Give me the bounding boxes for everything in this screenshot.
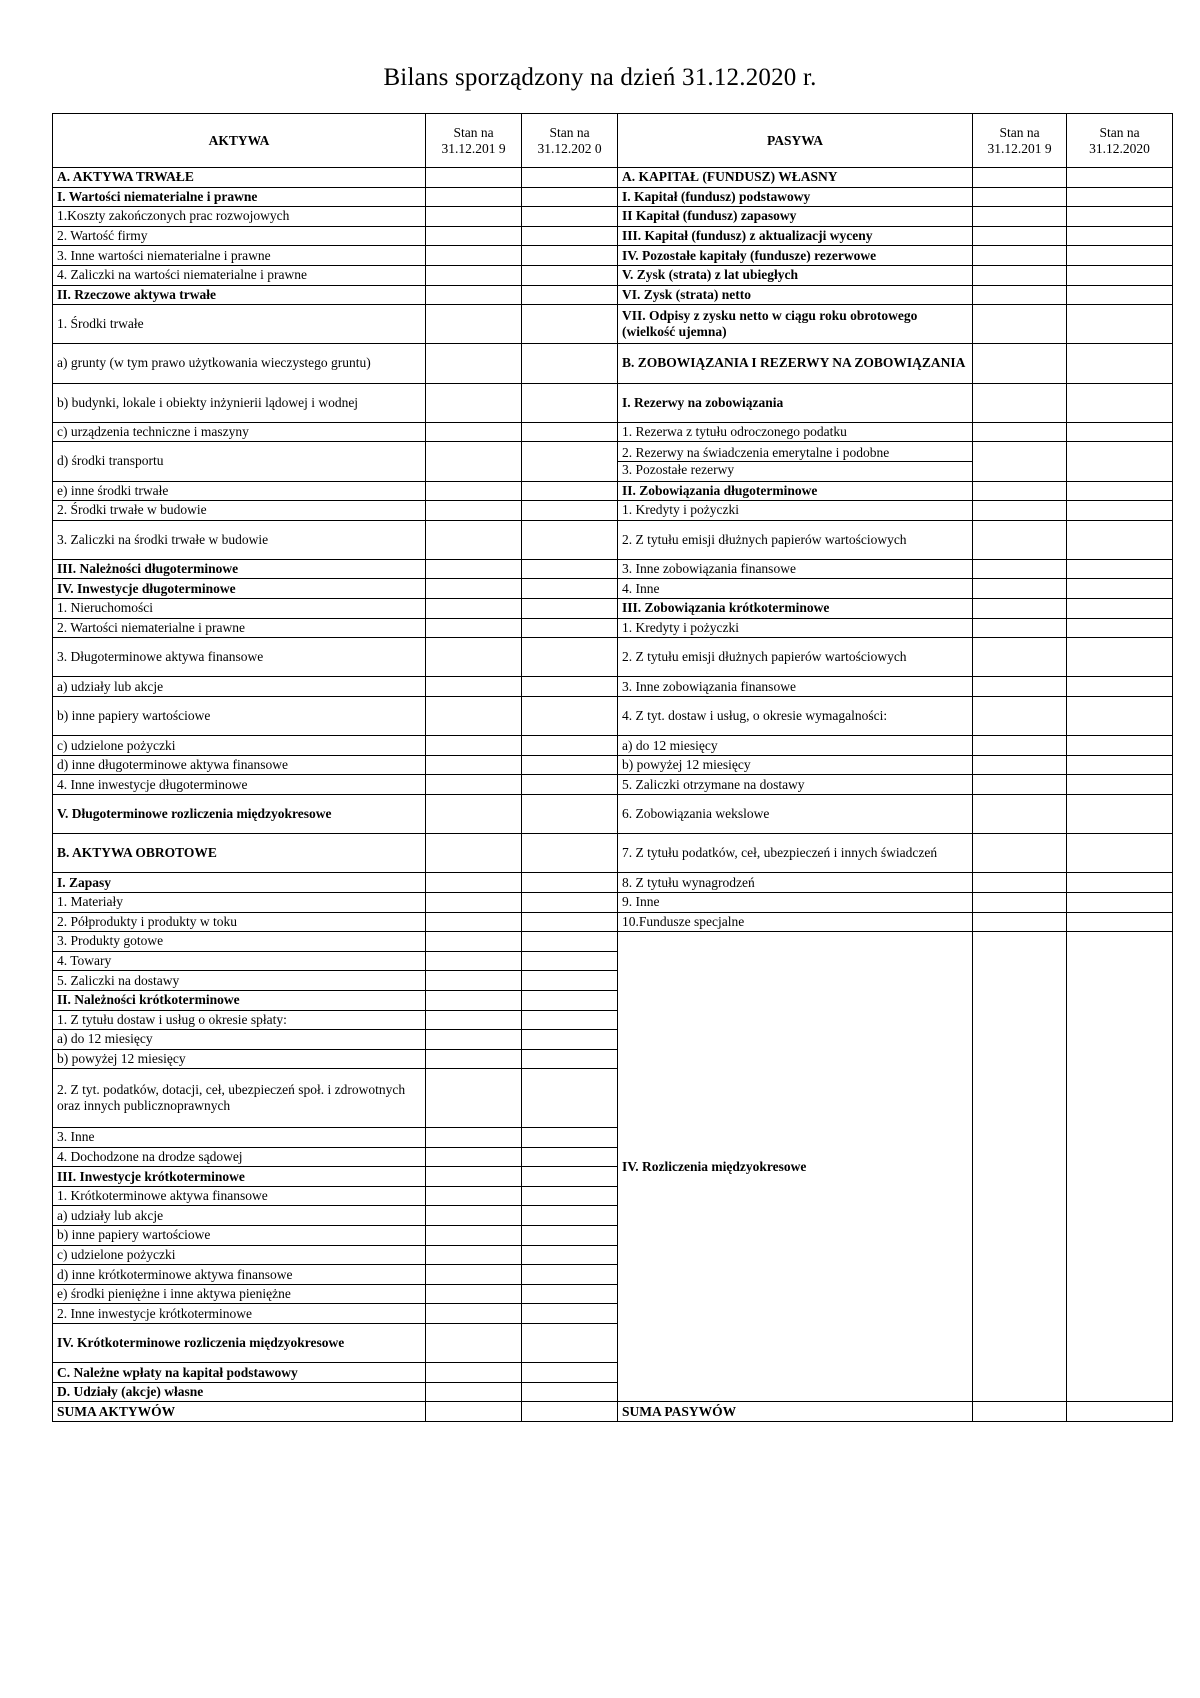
header-aktywa: AKTYWA bbox=[53, 114, 426, 168]
pasywa-value-2019 bbox=[973, 442, 1067, 481]
aktywa-value-2019 bbox=[426, 226, 522, 246]
pasywa-value-2020 bbox=[1067, 520, 1173, 559]
aktywa-value-2020 bbox=[522, 1167, 618, 1187]
table-row bbox=[53, 579, 1173, 599]
pasywa-value-2019 bbox=[973, 755, 1067, 775]
aktywa-label: a) do 12 miesięcy bbox=[53, 1030, 426, 1050]
pasywa-value-2020 bbox=[1067, 481, 1173, 501]
pasywa-label: 9. Inne bbox=[618, 892, 973, 912]
pasywa-label: 7. Z tytułu podatków, ceł, ubezpieczeń i innych świadczeń bbox=[618, 834, 973, 873]
aktywa-label: V. Długoterminowe rozliczenia międzyokresowe bbox=[53, 795, 426, 834]
suma-aktywow-2020 bbox=[522, 1402, 618, 1422]
pasywa-value-2020 bbox=[1067, 932, 1173, 1402]
pasywa-label: 6. Zobowiązania wekslowe bbox=[618, 795, 973, 834]
pasywa-value-2020 bbox=[1067, 579, 1173, 599]
aktywa-value-2019 bbox=[426, 383, 522, 422]
aktywa-label: 3. Długoterminowe aktywa finansowe bbox=[53, 638, 426, 677]
pasywa-label: IV. Pozostałe kapitały (fundusze) rezerwowe bbox=[618, 246, 973, 266]
aktywa-value-2020 bbox=[522, 1010, 618, 1030]
aktywa-value-2019 bbox=[426, 481, 522, 501]
pasywa-label: 2. Z tytułu emisji dłużnych papierów wartościowych bbox=[618, 520, 973, 559]
aktywa-value-2020 bbox=[522, 246, 618, 266]
pasywa-label: 4. Inne bbox=[618, 579, 973, 599]
pasywa-value-2020 bbox=[1067, 873, 1173, 893]
aktywa-value-2020 bbox=[522, 1206, 618, 1226]
pasywa-value-2020 bbox=[1067, 501, 1173, 521]
aktywa-value-2020 bbox=[522, 559, 618, 579]
pasywa-label: V. Zysk (strata) z lat ubiegłych bbox=[618, 265, 973, 285]
aktywa-label: 1. Z tytułu dostaw i usług o okresie spłaty: bbox=[53, 1010, 426, 1030]
aktywa-value-2020 bbox=[522, 932, 618, 952]
pasywa-value-2019 bbox=[973, 481, 1067, 501]
pasywa-value-2019 bbox=[973, 697, 1067, 736]
aktywa-value-2020 bbox=[522, 481, 618, 501]
aktywa-value-2020 bbox=[522, 344, 618, 383]
aktywa-value-2019 bbox=[426, 285, 522, 305]
aktywa-label: 2. Wartość firmy bbox=[53, 226, 426, 246]
pasywa-value-2020 bbox=[1067, 383, 1173, 422]
aktywa-value-2019 bbox=[426, 246, 522, 266]
table-row bbox=[53, 677, 1173, 697]
aktywa-label: 4. Zaliczki na wartości niematerialne i prawne bbox=[53, 265, 426, 285]
pasywa-label: III. Zobowiązania krótkoterminowe bbox=[618, 599, 973, 619]
pasywa-value-2019 bbox=[973, 618, 1067, 638]
aktywa-label: d) inne krótkoterminowe aktywa finansowe bbox=[53, 1265, 426, 1285]
aktywa-label: 1. Nieruchomości bbox=[53, 599, 426, 619]
aktywa-label: 3. Inne bbox=[53, 1128, 426, 1148]
table-row bbox=[53, 481, 1173, 501]
aktywa-value-2020 bbox=[522, 579, 618, 599]
aktywa-value-2019 bbox=[426, 834, 522, 873]
aktywa-label: A. AKTYWA TRWAŁE bbox=[53, 168, 426, 188]
pasywa-value-2019 bbox=[973, 501, 1067, 521]
aktywa-label: e) środki pieniężne i inne aktywa pieniężne bbox=[53, 1284, 426, 1304]
pasywa-value-2019 bbox=[973, 520, 1067, 559]
pasywa-value-2020 bbox=[1067, 755, 1173, 775]
aktywa-label: 2. Półprodukty i produkty w toku bbox=[53, 912, 426, 932]
pasywa-label: a) do 12 miesięcy bbox=[618, 736, 973, 756]
pasywa-label: III. Kapitał (fundusz) z aktualizacji wyceny bbox=[618, 226, 973, 246]
aktywa-value-2020 bbox=[522, 168, 618, 188]
aktywa-label: 1. Krótkoterminowe aktywa finansowe bbox=[53, 1186, 426, 1206]
aktywa-value-2020 bbox=[522, 912, 618, 932]
pasywa-value-2020 bbox=[1067, 285, 1173, 305]
aktywa-value-2019 bbox=[426, 1363, 522, 1383]
pasywa-value-2020 bbox=[1067, 442, 1173, 481]
aktywa-label: I. Zapasy bbox=[53, 873, 426, 893]
header-aktywa-2020: Stan na 31.12.202 0 bbox=[522, 114, 618, 168]
aktywa-value-2020 bbox=[522, 1069, 618, 1128]
pasywa-value-2020 bbox=[1067, 226, 1173, 246]
aktywa-value-2019 bbox=[426, 1265, 522, 1285]
pasywa-value-2019 bbox=[973, 834, 1067, 873]
pasywa-value-2019 bbox=[973, 873, 1067, 893]
pasywa-value-2020 bbox=[1067, 775, 1173, 795]
aktywa-value-2020 bbox=[522, 775, 618, 795]
aktywa-value-2019 bbox=[426, 579, 522, 599]
sum-row bbox=[53, 1402, 1173, 1422]
suma-aktywow-label: SUMA AKTYWÓW bbox=[53, 1402, 426, 1422]
table-row bbox=[53, 697, 1173, 736]
pasywa-label: II. Zobowiązania długoterminowe bbox=[618, 481, 973, 501]
header-pasywa: PASYWA bbox=[618, 114, 973, 168]
aktywa-value-2019 bbox=[426, 344, 522, 383]
aktywa-label: c) udzielone pożyczki bbox=[53, 1245, 426, 1265]
table-row bbox=[53, 168, 1173, 188]
aktywa-value-2020 bbox=[522, 1049, 618, 1069]
table-row bbox=[53, 892, 1173, 912]
aktywa-label: c) urządzenia techniczne i maszyny bbox=[53, 422, 426, 442]
aktywa-value-2019 bbox=[426, 305, 522, 344]
aktywa-label: 2. Z tyt. podatków, dotacji, ceł, ubezpieczeń społ. i zdrowotnych oraz innych publicznoprawnych bbox=[53, 1069, 426, 1128]
aktywa-label: a) udziały lub akcje bbox=[53, 677, 426, 697]
aktywa-value-2019 bbox=[426, 736, 522, 756]
table-row bbox=[53, 187, 1173, 207]
pasywa-value-2019 bbox=[973, 207, 1067, 227]
pasywa-value-2019 bbox=[973, 912, 1067, 932]
aktywa-value-2019 bbox=[426, 187, 522, 207]
pasywa-value-2019 bbox=[973, 246, 1067, 266]
pasywa-value-2020 bbox=[1067, 697, 1173, 736]
aktywa-label: D. Udziały (akcje) własne bbox=[53, 1382, 426, 1402]
aktywa-value-2019 bbox=[426, 1069, 522, 1128]
pasywa-value-2019 bbox=[973, 559, 1067, 579]
table-row bbox=[53, 873, 1173, 893]
aktywa-value-2019 bbox=[426, 932, 522, 952]
table-row bbox=[53, 207, 1173, 227]
table-row bbox=[53, 559, 1173, 579]
aktywa-value-2019 bbox=[426, 1284, 522, 1304]
aktywa-label: C. Należne wpłaty na kapitał podstawowy bbox=[53, 1363, 426, 1383]
aktywa-label: II. Należności krótkoterminowe bbox=[53, 990, 426, 1010]
pasywa-value-2020 bbox=[1067, 187, 1173, 207]
aktywa-value-2019 bbox=[426, 618, 522, 638]
pasywa-label: VI. Zysk (strata) netto bbox=[618, 285, 973, 305]
aktywa-value-2019 bbox=[426, 971, 522, 991]
aktywa-value-2020 bbox=[522, 383, 618, 422]
pasywa-value-2019 bbox=[973, 579, 1067, 599]
aktywa-label: 1. Środki trwałe bbox=[53, 305, 426, 344]
aktywa-value-2020 bbox=[522, 187, 618, 207]
aktywa-value-2019 bbox=[426, 520, 522, 559]
pasywa-label: B. ZOBOWIĄZANIA I REZERWY NA ZOBOWIĄZANIA bbox=[618, 344, 973, 383]
pasywa-rozliczenia-label: IV. Rozliczenia międzyokresowe bbox=[618, 932, 973, 1402]
table-row bbox=[53, 932, 1173, 952]
pasywa-value-2020 bbox=[1067, 559, 1173, 579]
pasywa-value-2019 bbox=[973, 599, 1067, 619]
pasywa-value-2020 bbox=[1067, 246, 1173, 266]
pasywa-label: VII. Odpisy z zysku netto w ciągu roku obrotowego (wielkość ujemna) bbox=[618, 305, 973, 344]
pasywa-value-2019 bbox=[973, 795, 1067, 834]
table-row bbox=[53, 638, 1173, 677]
pasywa-value-2020 bbox=[1067, 305, 1173, 344]
aktywa-label: 1. Materiały bbox=[53, 892, 426, 912]
pasywa-value-2020 bbox=[1067, 795, 1173, 834]
aktywa-value-2020 bbox=[522, 1382, 618, 1402]
table-row bbox=[53, 736, 1173, 756]
pasywa-label: I. Rezerwy na zobowiązania bbox=[618, 383, 973, 422]
header-aktywa-2019: Stan na 31.12.201 9 bbox=[426, 114, 522, 168]
aktywa-value-2020 bbox=[522, 990, 618, 1010]
aktywa-value-2019 bbox=[426, 265, 522, 285]
aktywa-value-2019 bbox=[426, 697, 522, 736]
pasywa-label-line: 2. Rezerwy na świadczenia emerytalne i podobne bbox=[622, 444, 890, 460]
aktywa-value-2020 bbox=[522, 1128, 618, 1148]
table-row bbox=[53, 246, 1173, 266]
aktywa-value-2020 bbox=[522, 1245, 618, 1265]
aktywa-label: b) inne papiery wartościowe bbox=[53, 1226, 426, 1246]
aktywa-value-2020 bbox=[522, 1147, 618, 1167]
pasywa-label bbox=[618, 442, 973, 481]
aktywa-label: IV. Inwestycje długoterminowe bbox=[53, 579, 426, 599]
pasywa-label: b) powyżej 12 miesięcy bbox=[618, 755, 973, 775]
pasywa-value-2019 bbox=[973, 265, 1067, 285]
aktywa-value-2020 bbox=[522, 892, 618, 912]
pasywa-value-2020 bbox=[1067, 422, 1173, 442]
pasywa-value-2019 bbox=[973, 305, 1067, 344]
aktywa-value-2020 bbox=[522, 677, 618, 697]
aktywa-label: B. AKTYWA OBROTOWE bbox=[53, 834, 426, 873]
aktywa-value-2019 bbox=[426, 422, 522, 442]
pasywa-value-2020 bbox=[1067, 599, 1173, 619]
aktywa-value-2020 bbox=[522, 638, 618, 677]
aktywa-value-2019 bbox=[426, 1186, 522, 1206]
aktywa-label: e) inne środki trwałe bbox=[53, 481, 426, 501]
aktywa-label: II. Rzeczowe aktywa trwałe bbox=[53, 285, 426, 305]
pasywa-label: 1. Kredyty i pożyczki bbox=[618, 501, 973, 521]
pasywa-label: 3. Inne zobowiązania finansowe bbox=[618, 559, 973, 579]
aktywa-label: III. Inwestycje krótkoterminowe bbox=[53, 1167, 426, 1187]
aktywa-value-2020 bbox=[522, 1186, 618, 1206]
table-row bbox=[53, 501, 1173, 521]
aktywa-value-2019 bbox=[426, 951, 522, 971]
aktywa-label: III. Należności długoterminowe bbox=[53, 559, 426, 579]
pasywa-label: I. Kapitał (fundusz) podstawowy bbox=[618, 187, 973, 207]
aktywa-value-2020 bbox=[522, 697, 618, 736]
suma-pasywow-label: SUMA PASYWÓW bbox=[618, 1402, 973, 1422]
aktywa-label: a) grunty (w tym prawo użytkowania wieczystego gruntu) bbox=[53, 344, 426, 383]
header-pasywa-2019: Stan na 31.12.201 9 bbox=[973, 114, 1067, 168]
aktywa-value-2020 bbox=[522, 873, 618, 893]
pasywa-value-2019 bbox=[973, 677, 1067, 697]
pasywa-label: II Kapitał (fundusz) zapasowy bbox=[618, 207, 973, 227]
aktywa-label: 1.Koszty zakończonych prac rozwojowych bbox=[53, 207, 426, 227]
aktywa-value-2019 bbox=[426, 1226, 522, 1246]
aktywa-value-2019 bbox=[426, 912, 522, 932]
aktywa-label: b) budynki, lokale i obiekty inżynierii lądowej i wodnej bbox=[53, 383, 426, 422]
aktywa-label: b) inne papiery wartościowe bbox=[53, 697, 426, 736]
pasywa-value-2019 bbox=[973, 344, 1067, 383]
aktywa-value-2019 bbox=[426, 1382, 522, 1402]
pasywa-value-2020 bbox=[1067, 736, 1173, 756]
aktywa-value-2019 bbox=[426, 1167, 522, 1187]
page-title: Bilans sporządzony na dzień 31.12.2020 r. bbox=[383, 64, 817, 91]
pasywa-value-2020 bbox=[1067, 168, 1173, 188]
aktywa-value-2019 bbox=[426, 1245, 522, 1265]
aktywa-label: 2. Inne inwestycje krótkoterminowe bbox=[53, 1304, 426, 1324]
aktywa-value-2019 bbox=[426, 599, 522, 619]
table-row bbox=[53, 520, 1173, 559]
pasywa-value-2020 bbox=[1067, 265, 1173, 285]
pasywa-label: 8. Z tytułu wynagrodzeń bbox=[618, 873, 973, 893]
pasywa-value-2019 bbox=[973, 187, 1067, 207]
table-row bbox=[53, 599, 1173, 619]
aktywa-value-2020 bbox=[522, 265, 618, 285]
aktywa-value-2019 bbox=[426, 638, 522, 677]
aktywa-value-2019 bbox=[426, 1147, 522, 1167]
aktywa-value-2020 bbox=[522, 1363, 618, 1383]
aktywa-value-2020 bbox=[522, 207, 618, 227]
aktywa-value-2019 bbox=[426, 207, 522, 227]
pasywa-value-2019 bbox=[973, 736, 1067, 756]
pasywa-value-2019 bbox=[973, 285, 1067, 305]
table-row bbox=[53, 285, 1173, 305]
aktywa-label: IV. Krótkoterminowe rozliczenia międzyokresowe bbox=[53, 1324, 426, 1363]
aktywa-value-2019 bbox=[426, 1304, 522, 1324]
pasywa-value-2019 bbox=[973, 775, 1067, 795]
pasywa-value-2020 bbox=[1067, 677, 1173, 697]
table-row bbox=[53, 226, 1173, 246]
table-row bbox=[53, 755, 1173, 775]
table-row bbox=[53, 305, 1173, 344]
aktywa-value-2019 bbox=[426, 168, 522, 188]
aktywa-value-2020 bbox=[522, 1265, 618, 1285]
aktywa-value-2019 bbox=[426, 1206, 522, 1226]
aktywa-label: 4. Dochodzone na drodze sądowej bbox=[53, 1147, 426, 1167]
aktywa-value-2020 bbox=[522, 442, 618, 481]
aktywa-value-2019 bbox=[426, 775, 522, 795]
aktywa-label: 4. Inne inwestycje długoterminowe bbox=[53, 775, 426, 795]
aktywa-value-2020 bbox=[522, 951, 618, 971]
header-row bbox=[53, 114, 1173, 168]
aktywa-label: I. Wartości niematerialne i prawne bbox=[53, 187, 426, 207]
suma-pasywow-2019 bbox=[973, 1402, 1067, 1422]
aktywa-value-2019 bbox=[426, 1030, 522, 1050]
aktywa-label: 3. Inne wartości niematerialne i prawne bbox=[53, 246, 426, 266]
pasywa-label: 1. Rezerwa z tytułu odroczonego podatku bbox=[618, 422, 973, 442]
aktywa-label: 2. Środki trwałe w budowie bbox=[53, 501, 426, 521]
aktywa-value-2020 bbox=[522, 1030, 618, 1050]
aktywa-label: d) środki transportu bbox=[53, 442, 426, 481]
aktywa-value-2019 bbox=[426, 501, 522, 521]
pasywa-label-line: 3. Pozostałe rezerwy bbox=[618, 461, 972, 478]
aktywa-label: 2. Wartości niematerialne i prawne bbox=[53, 618, 426, 638]
suma-aktywow-2019 bbox=[426, 1402, 522, 1422]
aktywa-label: 5. Zaliczki na dostawy bbox=[53, 971, 426, 991]
pasywa-value-2020 bbox=[1067, 344, 1173, 383]
table-row bbox=[53, 383, 1173, 422]
aktywa-value-2020 bbox=[522, 520, 618, 559]
pasywa-value-2020 bbox=[1067, 834, 1173, 873]
aktywa-value-2019 bbox=[426, 677, 522, 697]
aktywa-value-2019 bbox=[426, 873, 522, 893]
aktywa-value-2019 bbox=[426, 442, 522, 481]
pasywa-value-2020 bbox=[1067, 892, 1173, 912]
aktywa-value-2019 bbox=[426, 1324, 522, 1363]
aktywa-value-2019 bbox=[426, 1010, 522, 1030]
aktywa-value-2020 bbox=[522, 834, 618, 873]
table-row bbox=[53, 775, 1173, 795]
pasywa-label: 1. Kredyty i pożyczki bbox=[618, 618, 973, 638]
balance-sheet-table bbox=[52, 113, 1173, 1422]
pasywa-label: 4. Z tyt. dostaw i usług, o okresie wymagalności: bbox=[618, 697, 973, 736]
aktywa-label: c) udzielone pożyczki bbox=[53, 736, 426, 756]
aktywa-value-2019 bbox=[426, 892, 522, 912]
table-row bbox=[53, 618, 1173, 638]
table-row bbox=[53, 834, 1173, 873]
aktywa-label: d) inne długoterminowe aktywa finansowe bbox=[53, 755, 426, 775]
pasywa-value-2020 bbox=[1067, 207, 1173, 227]
aktywa-label: 3. Zaliczki na środki trwałe w budowie bbox=[53, 520, 426, 559]
aktywa-value-2020 bbox=[522, 1226, 618, 1246]
pasywa-value-2019 bbox=[973, 383, 1067, 422]
aktywa-value-2020 bbox=[522, 1324, 618, 1363]
aktywa-value-2020 bbox=[522, 305, 618, 344]
table-row bbox=[53, 422, 1173, 442]
pasywa-label: A. KAPITAŁ (FUNDUSZ) WŁASNY bbox=[618, 168, 973, 188]
pasywa-value-2019 bbox=[973, 226, 1067, 246]
aktywa-value-2020 bbox=[522, 226, 618, 246]
table-row bbox=[53, 344, 1173, 383]
pasywa-label: 2. Z tytułu emisji dłużnych papierów wartościowych bbox=[618, 638, 973, 677]
aktywa-value-2020 bbox=[522, 501, 618, 521]
pasywa-value-2019 bbox=[973, 168, 1067, 188]
pasywa-value-2019 bbox=[973, 932, 1067, 1402]
aktywa-value-2020 bbox=[522, 599, 618, 619]
suma-pasywow-2020 bbox=[1067, 1402, 1173, 1422]
header-pasywa-2020: Stan na 31.12.2020 bbox=[1067, 114, 1173, 168]
pasywa-value-2020 bbox=[1067, 638, 1173, 677]
aktywa-value-2020 bbox=[522, 1284, 618, 1304]
aktywa-value-2020 bbox=[522, 736, 618, 756]
pasywa-label: 3. Inne zobowiązania finansowe bbox=[618, 677, 973, 697]
aktywa-value-2020 bbox=[522, 795, 618, 834]
aktywa-value-2019 bbox=[426, 559, 522, 579]
aktywa-value-2019 bbox=[426, 795, 522, 834]
aktywa-value-2019 bbox=[426, 755, 522, 775]
aktywa-value-2019 bbox=[426, 1128, 522, 1148]
table-row bbox=[53, 265, 1173, 285]
table-row bbox=[53, 912, 1173, 932]
pasywa-value-2019 bbox=[973, 638, 1067, 677]
table-row bbox=[53, 795, 1173, 834]
aktywa-value-2020 bbox=[522, 1304, 618, 1324]
aktywa-value-2020 bbox=[522, 618, 618, 638]
aktywa-label: b) powyżej 12 miesięcy bbox=[53, 1049, 426, 1069]
pasywa-value-2019 bbox=[973, 422, 1067, 442]
aktywa-label: 4. Towary bbox=[53, 951, 426, 971]
aktywa-value-2020 bbox=[522, 422, 618, 442]
pasywa-value-2020 bbox=[1067, 618, 1173, 638]
pasywa-label: 10.Fundusze specjalne bbox=[618, 912, 973, 932]
aktywa-value-2019 bbox=[426, 990, 522, 1010]
aktywa-label: a) udziały lub akcje bbox=[53, 1206, 426, 1226]
pasywa-label: 5. Zaliczki otrzymane na dostawy bbox=[618, 775, 973, 795]
aktywa-label: 3. Produkty gotowe bbox=[53, 932, 426, 952]
pasywa-value-2019 bbox=[973, 892, 1067, 912]
table-row bbox=[53, 442, 1173, 481]
pasywa-value-2020 bbox=[1067, 912, 1173, 932]
aktywa-value-2020 bbox=[522, 285, 618, 305]
aktywa-value-2020 bbox=[522, 971, 618, 991]
aktywa-value-2019 bbox=[426, 1049, 522, 1069]
aktywa-value-2020 bbox=[522, 755, 618, 775]
